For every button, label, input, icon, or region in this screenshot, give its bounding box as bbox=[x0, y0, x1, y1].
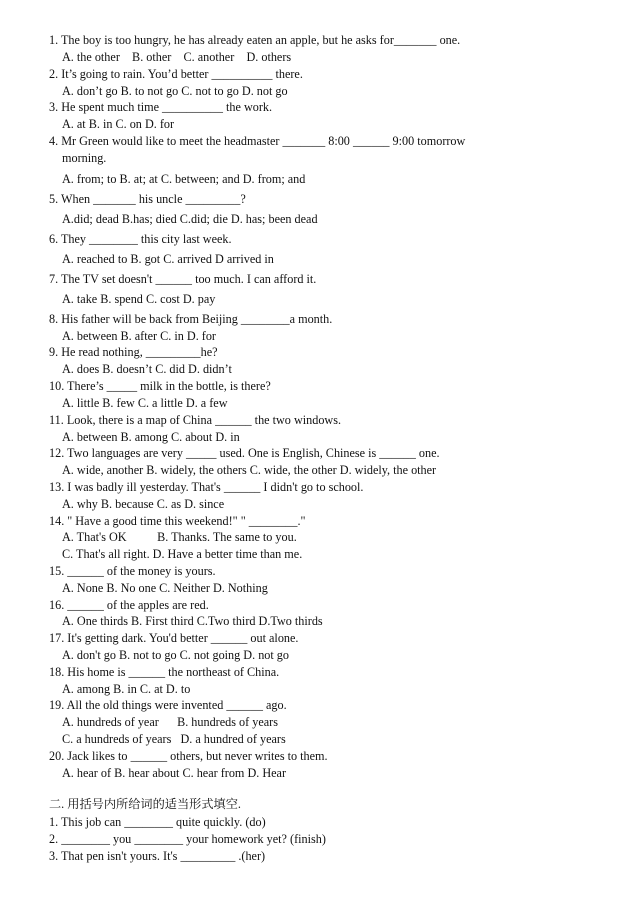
fill-question-2: 2. ________ you ________ your homework yet? (finish) bbox=[49, 832, 326, 846]
question-5: 5. When _______ his uncle _________? bbox=[49, 192, 246, 206]
question-20: 20. Jack likes to ______ others, but never writes to them. bbox=[49, 749, 328, 763]
question-12: 12. Two languages are very _____ used. One is English, Chinese is ______ one. bbox=[49, 446, 440, 460]
question-19: 19. All the old things were invented ______ ago. bbox=[49, 698, 287, 712]
question-9: 9. He read nothing, _________he? bbox=[49, 345, 218, 359]
options-10: A. little B. few C. a little D. a few bbox=[62, 396, 228, 410]
question-1: 1. The boy is too hungry, he has already eaten an apple, but he asks for_______ one. bbox=[49, 33, 461, 47]
options-8: A. between B. after C. in D. for bbox=[62, 329, 216, 343]
question-14: 14. " Have a good time this weekend!" " ________." bbox=[49, 514, 306, 528]
options-13: A. why B. because C. as D. since bbox=[62, 497, 225, 511]
question-17: 17. It's getting dark. You'd better ______ out alone. bbox=[49, 631, 299, 645]
options-17: A. don't go B. not to go C. not going D. not go bbox=[62, 648, 289, 662]
options-4: A. from; to B. at; at C. between; and D. from; and bbox=[62, 172, 306, 186]
options-14-cd: C. That's all right. D. Have a better time than me. bbox=[62, 547, 303, 561]
options-19-cd: C. a hundreds of years D. a hundred of years bbox=[62, 732, 286, 746]
options-6: A. reached to B. got C. arrived D arrived in bbox=[62, 252, 274, 266]
options-19-ab: A. hundreds of year B. hundreds of years bbox=[62, 715, 278, 729]
question-6: 6. They ________ this city last week. bbox=[49, 232, 232, 246]
question-7: 7. The TV set doesn't ______ too much. I can afford it. bbox=[49, 272, 317, 286]
options-18: A. among B. in C. at D. to bbox=[62, 682, 191, 696]
options-11: A. between B. among C. about D. in bbox=[62, 430, 240, 444]
options-15: A. None B. No one C. Neither D. Nothing bbox=[62, 581, 268, 595]
question-18: 18. His home is ______ the northeast of China. bbox=[49, 665, 280, 679]
question-3: 3. He spent much time __________ the work. bbox=[49, 100, 273, 114]
question-8: 8. His father will be back from Beijing ________a month. bbox=[49, 312, 333, 326]
question-11: 11. Look, there is a map of China ______ the two windows. bbox=[49, 413, 342, 427]
options-20: A. hear of B. hear about C. hear from D. Hear bbox=[62, 766, 287, 780]
options-2: A. don’t go B. to not go C. not to go D. not go bbox=[62, 84, 288, 98]
section-2-heading: 二. 用括号内所给词的适当形式填空. bbox=[49, 797, 241, 811]
options-14-ab: A. That's OK B. Thanks. The same to you. bbox=[62, 530, 297, 544]
question-4-continued: morning. bbox=[62, 151, 107, 165]
options-5: A.did; dead B.has; died C.did; die D. has; been dead bbox=[62, 212, 318, 226]
options-7: A. take B. spend C. cost D. pay bbox=[62, 292, 216, 306]
options-3: A. at B. in C. on D. for bbox=[62, 117, 175, 131]
fill-question-3: 3. That pen isn't yours. It's _________ .(her) bbox=[49, 849, 266, 863]
question-10: 10. There’s _____ milk in the bottle, is there? bbox=[49, 379, 271, 393]
options-9: A. does B. doesn’t C. did D. didn’t bbox=[62, 362, 232, 376]
options-1: A. the other B. other C. another D. others bbox=[62, 50, 292, 64]
question-13: 13. I was badly ill yesterday. That's ______ I didn't go to school. bbox=[49, 480, 364, 494]
question-4: 4. Mr Green would like to meet the headmaster _______ 8:00 ______ 9:00 tomorrow bbox=[49, 134, 466, 148]
options-12: A. wide, another B. widely, the others C. wide, the other D. widely, the other bbox=[62, 463, 437, 477]
options-16: A. One thirds B. First third C.Two third D.Two thirds bbox=[62, 614, 323, 628]
question-16: 16. ______ of the apples are red. bbox=[49, 598, 209, 612]
question-15: 15. ______ of the money is yours. bbox=[49, 564, 216, 578]
question-2: 2. It’s going to rain. You’d better __________ there. bbox=[49, 67, 303, 81]
fill-question-1: 1. This job can ________ quite quickly. (do) bbox=[49, 815, 266, 829]
